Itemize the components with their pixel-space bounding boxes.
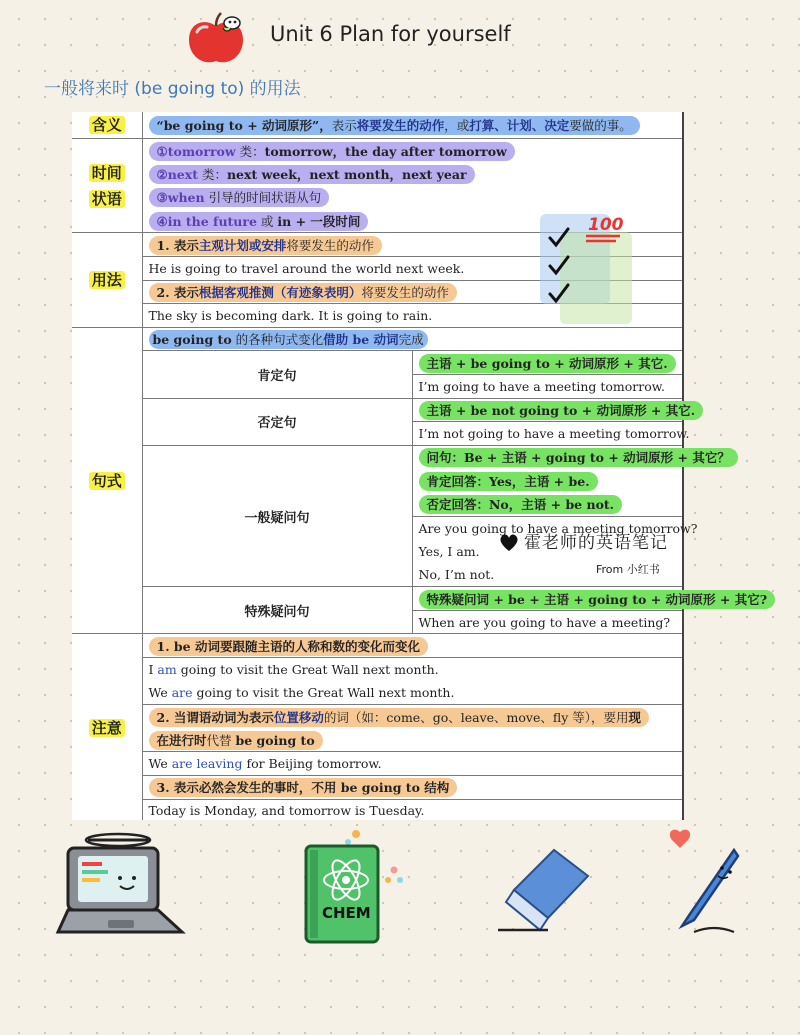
table-row (72, 162, 682, 186)
example-sentence: He is going to travel around the world next week. (142, 256, 682, 280)
example-sentence: Today is Monday, and tomorrow is Tuesday. (142, 799, 682, 823)
example-sentence: When are you going to have a meeting? (412, 610, 682, 634)
pen-icon (664, 828, 756, 940)
form-negative: 否定句 (142, 398, 412, 445)
table-row (72, 728, 682, 752)
laptop-icon (58, 828, 190, 940)
author-note (524, 528, 668, 577)
chemistry-book-icon (296, 828, 412, 948)
list-item: ①tomorrow 类：tomorrow，the day after tomorrow (142, 139, 682, 163)
table-row (72, 351, 682, 375)
list-item: be going to 的各种句式变化借助 be 动词完成 (142, 327, 682, 351)
table-row (72, 445, 682, 469)
list-item: 3. 表示必然会发生的事时，不用 be going to 结构 (142, 776, 682, 800)
table-row (72, 634, 682, 658)
category-time-adverbial: 时间 状语 (72, 139, 142, 233)
form-rule: 否定回答：No，主语 + be not. (412, 492, 682, 516)
table-row (72, 327, 682, 351)
apple-icon (185, 10, 247, 68)
example-sentence: I am going to visit the Great Wall next month. (142, 658, 682, 682)
example-sentence: No, I’m not. (412, 563, 682, 587)
list-item: ④in the future 或 in + 一段时间 (142, 209, 682, 233)
author-note-source: From 小红书 (596, 563, 660, 576)
example-sentence: I’m going to have a meeting tomorrow. (412, 374, 682, 398)
list-item: ②next 类：next week，next month，next year (142, 162, 682, 186)
author-note-title: 霍老师的英语笔记 (524, 533, 668, 553)
form-rule: 肯定回答：Yes，主语 + be. (412, 469, 682, 493)
sheet-edge (72, 820, 684, 824)
page-subtitle: 一般将来时 (be going to) 的用法 (44, 79, 301, 99)
example-sentence: Yes, I am. (412, 540, 682, 564)
meaning-cell: “be going to + 动词原形”，表示将要发生的动作，或打算、计划、决定要做的事。 (142, 112, 682, 139)
table-row (72, 398, 682, 422)
table-row (72, 186, 682, 210)
page-title: Unit 6 Plan for yourself (270, 22, 511, 46)
form-affirmative: 肯定句 (142, 351, 412, 398)
table-row (72, 776, 682, 800)
svg-text:100: 100 (588, 215, 624, 235)
category-sentence-forms: 句式 (72, 327, 142, 634)
table-row (72, 658, 682, 682)
example-sentence: We are going to visit the Great Wall next month. (142, 681, 682, 705)
example-sentence: We are leaving for Beijing tomorrow. (142, 752, 682, 776)
form-rule: 特殊疑问词 + be + 主语 + going to + 动词原形 + 其它? (412, 587, 682, 611)
table-row (72, 139, 682, 163)
example-sentence: Are you going to have a meeting tomorrow? (412, 516, 682, 540)
category-notes: 注意 (72, 634, 142, 823)
checklist-sticker-icon (532, 208, 642, 328)
list-item: ③when 引导的时间状语从句 (142, 186, 682, 210)
form-rule: 主语 + be going to + 动词原形 + 其它. (412, 351, 682, 375)
list-item: 2. 当谓语动词为表示位置移动的词（如：come、go、leave、move、fly 等），要用现 (142, 705, 682, 729)
example-sentence: The sky is becoming dark. It is going to rain. (142, 304, 682, 328)
grammar-table-sheet (72, 112, 768, 822)
example-sentence: I’m not going to have a meeting tomorrow. (412, 422, 682, 446)
form-yes-no-question: 一般疑问句 (142, 445, 412, 587)
table-row (72, 112, 682, 139)
list-item: 1. be 动词要跟随主语的人称和数的变化而变化 (142, 634, 682, 658)
form-rule: 问句：Be + 主语 + going to + 动词原形 + 其它？ (412, 445, 682, 469)
list-item: 2. 表示根据客观推测（有迹象表明）将要发生的动作 (142, 280, 682, 304)
category-meaning: 含义 (72, 112, 142, 139)
heart-icon (498, 531, 520, 553)
svg-text:CHEM: CHEM (322, 904, 371, 922)
category-usage: 用法 (72, 233, 142, 327)
table-row (72, 752, 682, 776)
table-row (72, 705, 682, 729)
list-item: 在进行时代替 be going to (142, 728, 682, 752)
table-row (72, 587, 682, 611)
list-item: 1. 表示主观计划或安排将要发生的动作 (142, 233, 682, 257)
eraser-icon (494, 840, 594, 940)
form-wh-question: 特殊疑问句 (142, 587, 412, 634)
form-rule: 主语 + be not going to + 动词原形 + 其它. (412, 398, 682, 422)
table-row (72, 681, 682, 705)
